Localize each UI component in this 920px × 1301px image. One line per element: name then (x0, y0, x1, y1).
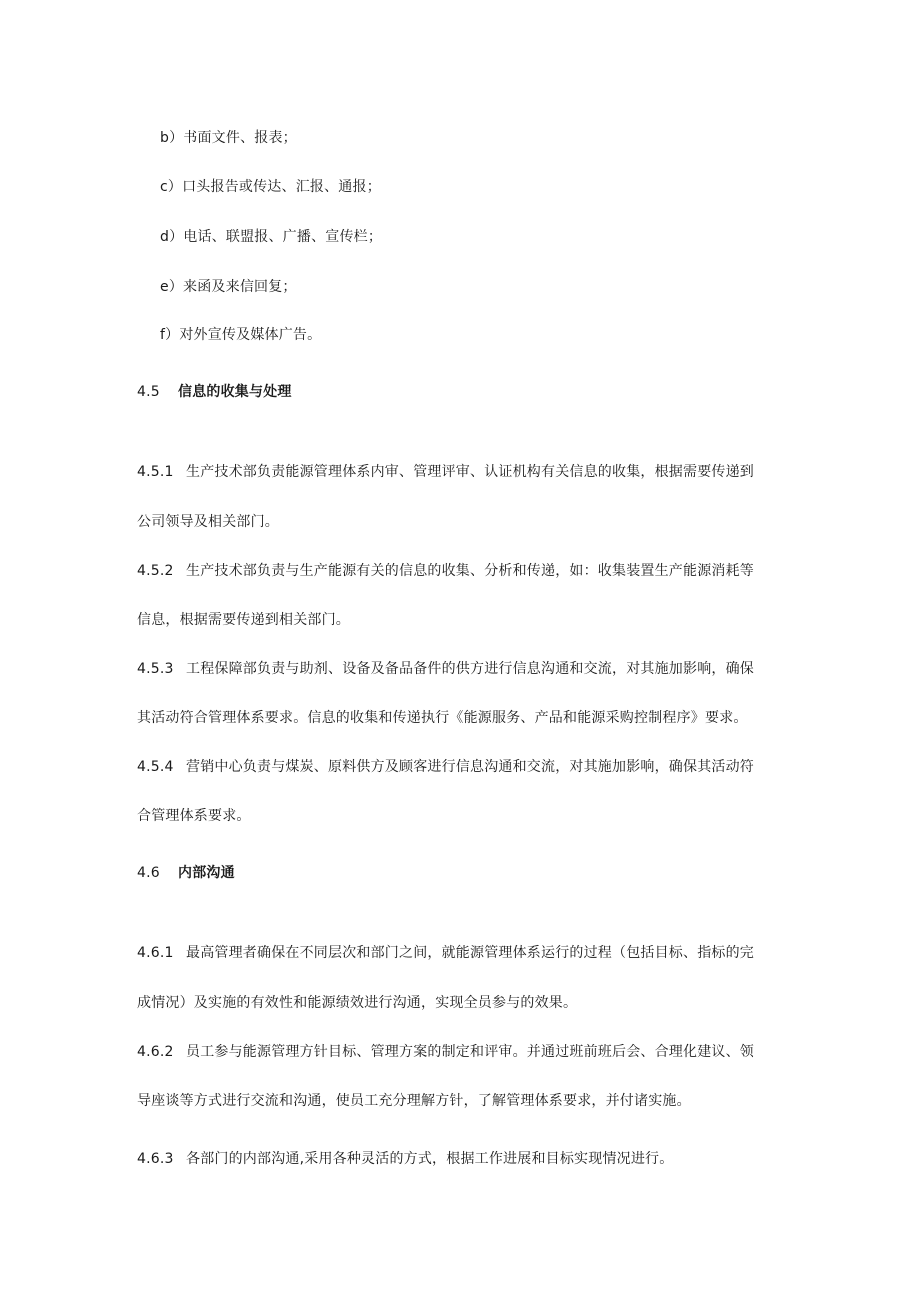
paragraph-4-5-1-continuation: 公司领导及相关部门。 (137, 514, 279, 530)
paragraph-4-6-1 (137, 943, 777, 963)
paragraph-text: 生产技术部负责能源管理体系内审、管理评审、认证机构有关信息的收集，根据需要传递到 (186, 464, 754, 480)
paragraph-number: 4.5.1 (137, 464, 174, 480)
section-number: 4.6 (137, 865, 160, 881)
paragraph-4-6-1-continuation: 成情况）及实施的有效性和能源绩效进行沟通，实现全员参与的效果。 (137, 995, 578, 1011)
paragraph-text: 各部门的内部沟通,采用各种灵活的方式，根据工作进展和目标实现情况进行。 (186, 1151, 674, 1167)
paragraph-4-6-2 (137, 1042, 777, 1062)
paragraph-4-5-4 (137, 757, 777, 777)
list-item-e: e）来函及来信回复； (160, 279, 297, 295)
paragraph-number: 4.6.3 (137, 1151, 174, 1167)
paragraph-number: 4.5.2 (137, 563, 174, 579)
list-item-d: d）电话、联盟报、广播、宣传栏； (160, 229, 383, 245)
list-item-c: c）口头报告或传达、汇报、通报； (160, 179, 381, 195)
section-number: 4.5 (137, 384, 160, 400)
paragraph-4-5-3-continuation: 其活动符合管理体系要求。信息的收集和传递执行《能源服务、产品和能源采购控制程序》要求。 (137, 710, 748, 726)
list-item-b: b）书面文件、报表； (160, 130, 297, 146)
paragraph-text: 营销中心负责与煤炭、原料供方及顾客进行信息沟通和交流，对其施加影响，确保其活动符 (186, 759, 754, 775)
section-title: 信息的收集与处理 (178, 384, 292, 400)
paragraph-4-5-4-continuation: 合管理体系要求。 (137, 808, 251, 824)
paragraph-text: 生产技术部负责与生产能源有关的信息的收集、分析和传递，如：收集装置生产能源消耗等 (186, 563, 754, 579)
paragraph-number: 4.6.1 (137, 945, 174, 961)
paragraph-text: 员工参与能源管理方针目标、管理方案的制定和评审。并通过班前班后会、合理化建议、领 (186, 1044, 754, 1060)
section-heading-4-6 (137, 863, 235, 883)
paragraph-4-5-2 (137, 561, 777, 581)
section-heading-4-5 (137, 382, 292, 402)
paragraph-number: 4.6.2 (137, 1044, 174, 1060)
paragraph-text: 最高管理者确保在不同层次和部门之间，就能源管理体系运行的过程（包括目标、指标的完 (186, 945, 754, 961)
paragraph-4-6-3 (137, 1149, 777, 1169)
section-title: 内部沟通 (178, 865, 235, 881)
paragraph-4-5-3 (137, 659, 777, 679)
list-item-f: f）对外宣传及媒体广告。 (160, 327, 322, 343)
paragraph-4-5-1 (137, 462, 777, 482)
paragraph-number: 4.5.3 (137, 661, 174, 677)
paragraph-number: 4.5.4 (137, 759, 174, 775)
paragraph-text: 工程保障部负责与助剂、设备及备品备件的供方进行信息沟通和交流，对其施加影响，确保 (186, 661, 754, 677)
paragraph-4-6-2-continuation: 导座谈等方式进行交流和沟通，使员工充分理解方针，了解管理体系要求，并付诸实施。 (137, 1093, 691, 1109)
paragraph-4-5-2-continuation: 信息，根据需要传递到相关部门。 (137, 612, 350, 628)
